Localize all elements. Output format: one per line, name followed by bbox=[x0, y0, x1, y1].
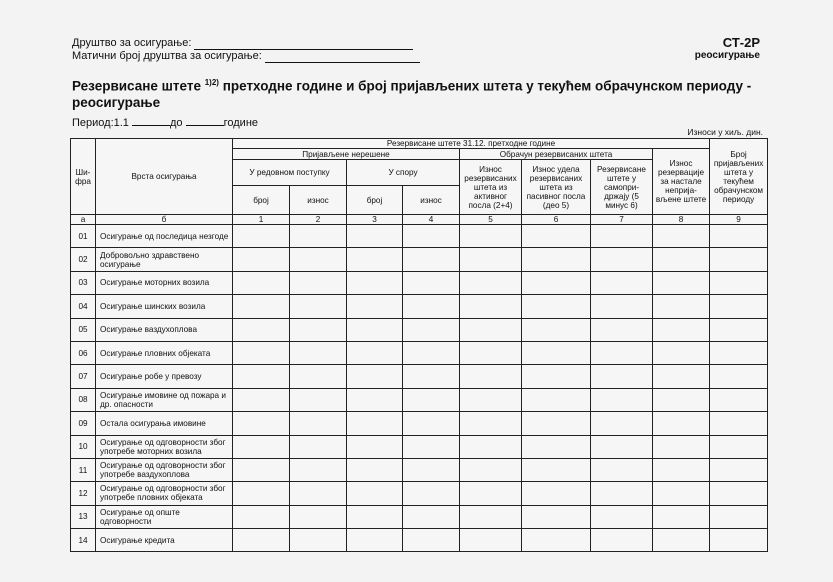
entry-cell[interactable] bbox=[591, 435, 653, 458]
entry-cell[interactable] bbox=[347, 295, 403, 318]
period-to-field[interactable] bbox=[186, 116, 224, 126]
entry-cell[interactable] bbox=[460, 458, 522, 481]
entry-cell[interactable] bbox=[591, 225, 653, 248]
entry-cell[interactable] bbox=[522, 295, 591, 318]
entry-cell[interactable] bbox=[710, 341, 768, 364]
row-code: 13 bbox=[71, 505, 96, 528]
period-from-field[interactable] bbox=[132, 116, 170, 126]
row-code: 01 bbox=[71, 225, 96, 248]
entry-cell[interactable] bbox=[290, 482, 347, 505]
header-group-calc: Обрачун резервисаних штета bbox=[460, 149, 653, 160]
company-label: Друштво за осигурање: bbox=[72, 37, 192, 49]
entry-cell[interactable] bbox=[710, 365, 768, 388]
entry-cell[interactable] bbox=[403, 271, 460, 294]
row-insurance-type: Осигурање од последица незгоде bbox=[96, 225, 233, 248]
table-row bbox=[71, 318, 768, 341]
entry-cell[interactable] bbox=[460, 225, 522, 248]
header-code: Ши- фра bbox=[71, 139, 96, 215]
company-info bbox=[72, 37, 420, 63]
header-count-1: број bbox=[233, 186, 290, 215]
row-code: 12 bbox=[71, 482, 96, 505]
entry-cell[interactable] bbox=[710, 248, 768, 271]
entry-cell[interactable] bbox=[460, 505, 522, 528]
entry-cell[interactable] bbox=[233, 505, 290, 528]
entry-cell[interactable] bbox=[403, 365, 460, 388]
entry-cell[interactable] bbox=[522, 318, 591, 341]
header-col8: Износ резервације за настале неприја-вљене штете bbox=[653, 149, 710, 215]
entry-cell[interactable] bbox=[591, 295, 653, 318]
entry-cell[interactable] bbox=[403, 529, 460, 552]
entry-cell[interactable] bbox=[347, 482, 403, 505]
entry-cell[interactable] bbox=[347, 365, 403, 388]
entry-cell[interactable] bbox=[522, 225, 591, 248]
entry-cell[interactable] bbox=[290, 458, 347, 481]
units-note: Износи у хиљ. дин. bbox=[687, 127, 763, 137]
entry-cell[interactable] bbox=[290, 435, 347, 458]
table-row bbox=[71, 435, 768, 458]
header-dispute: У спору bbox=[347, 160, 460, 186]
entry-cell[interactable] bbox=[403, 225, 460, 248]
row-insurance-type: Осигурање имовине од пожара и др. опасности bbox=[96, 388, 233, 411]
entry-cell[interactable] bbox=[653, 529, 710, 552]
row-insurance-type: Осигурање од одговорности због употребе пловних објеката bbox=[96, 482, 233, 505]
table-row bbox=[71, 412, 768, 435]
entry-cell[interactable] bbox=[710, 318, 768, 341]
row-code: 04 bbox=[71, 295, 96, 318]
entry-cell[interactable] bbox=[522, 248, 591, 271]
entry-cell[interactable] bbox=[233, 271, 290, 294]
entry-cell[interactable] bbox=[522, 412, 591, 435]
index-cell: а bbox=[71, 215, 96, 225]
entry-cell[interactable] bbox=[290, 505, 347, 528]
entry-cell[interactable] bbox=[591, 482, 653, 505]
row-code: 07 bbox=[71, 365, 96, 388]
claims-table bbox=[70, 138, 768, 552]
entry-cell[interactable] bbox=[347, 412, 403, 435]
entry-cell[interactable] bbox=[347, 318, 403, 341]
company-field[interactable] bbox=[194, 39, 413, 50]
entry-cell[interactable] bbox=[591, 318, 653, 341]
index-row bbox=[71, 215, 768, 225]
reg-label: Матични број друштва за осигурање: bbox=[72, 50, 262, 62]
row-insurance-type: Осигурање пловних објеката bbox=[96, 341, 233, 364]
row-insurance-type: Осигурање од одговорности због употребе ваздухоплова bbox=[96, 458, 233, 481]
entry-cell[interactable] bbox=[233, 529, 290, 552]
row-insurance-type: Осигурање од одговорности због употребе моторних возила bbox=[96, 435, 233, 458]
entry-cell[interactable] bbox=[233, 388, 290, 411]
header-type: Врста осигурања bbox=[96, 139, 233, 215]
entry-cell[interactable] bbox=[290, 295, 347, 318]
entry-cell[interactable] bbox=[710, 271, 768, 294]
entry-cell[interactable] bbox=[233, 435, 290, 458]
header-group-reported: Пријављене нерешене bbox=[233, 149, 460, 160]
entry-cell[interactable] bbox=[290, 225, 347, 248]
row-code: 05 bbox=[71, 318, 96, 341]
entry-cell[interactable] bbox=[290, 248, 347, 271]
form-code: СТ-2Р bbox=[722, 35, 760, 50]
entry-cell[interactable] bbox=[403, 458, 460, 481]
row-insurance-type: Осигурање од опште одговорности bbox=[96, 505, 233, 528]
entry-cell[interactable] bbox=[591, 458, 653, 481]
entry-cell[interactable] bbox=[347, 435, 403, 458]
entry-cell[interactable] bbox=[290, 318, 347, 341]
entry-cell[interactable] bbox=[403, 248, 460, 271]
row-insurance-type: Осигурање моторних возила bbox=[96, 271, 233, 294]
row-code: 10 bbox=[71, 435, 96, 458]
header-group-main: Резервисане штете 31.12. претходне године bbox=[233, 139, 710, 149]
entry-cell[interactable] bbox=[460, 412, 522, 435]
entry-cell[interactable] bbox=[522, 482, 591, 505]
row-insurance-type: Добровољно здравствено осигурање bbox=[96, 248, 233, 271]
entry-cell[interactable] bbox=[653, 271, 710, 294]
row-code: 02 bbox=[71, 248, 96, 271]
entry-cell[interactable] bbox=[403, 341, 460, 364]
entry-cell[interactable] bbox=[233, 482, 290, 505]
header-col6: Износ удела резервисаних штета из пасивног посла (део 5) bbox=[522, 160, 591, 215]
entry-cell[interactable] bbox=[347, 529, 403, 552]
header-amount-2: износ bbox=[403, 186, 460, 215]
entry-cell[interactable] bbox=[591, 505, 653, 528]
row-code: 11 bbox=[71, 458, 96, 481]
entry-cell[interactable] bbox=[522, 529, 591, 552]
row-insurance-type: Осигурање шинских возила bbox=[96, 295, 233, 318]
entry-cell[interactable] bbox=[522, 505, 591, 528]
form-subtitle: реосигурање bbox=[694, 50, 760, 61]
entry-cell[interactable] bbox=[347, 248, 403, 271]
entry-cell[interactable] bbox=[290, 388, 347, 411]
entry-cell[interactable] bbox=[522, 388, 591, 411]
index-cell: 1 bbox=[233, 215, 290, 225]
form-code-block bbox=[695, 35, 760, 61]
entry-cell[interactable] bbox=[710, 412, 768, 435]
entry-cell[interactable] bbox=[710, 529, 768, 552]
index-cell: 7 bbox=[591, 215, 653, 225]
entry-cell[interactable] bbox=[347, 388, 403, 411]
entry-cell[interactable] bbox=[460, 295, 522, 318]
entry-cell[interactable] bbox=[653, 505, 710, 528]
table-row bbox=[71, 295, 768, 318]
period-to-label: до bbox=[170, 117, 183, 129]
entry-cell[interactable] bbox=[710, 388, 768, 411]
period-label: Период:1.1 bbox=[72, 117, 129, 129]
entry-cell[interactable] bbox=[233, 318, 290, 341]
entry-cell[interactable] bbox=[460, 435, 522, 458]
entry-cell[interactable] bbox=[403, 412, 460, 435]
header-amount-1: износ bbox=[290, 186, 347, 215]
entry-cell[interactable] bbox=[347, 505, 403, 528]
index-cell: 5 bbox=[460, 215, 522, 225]
table-row bbox=[71, 365, 768, 388]
entry-cell[interactable] bbox=[460, 318, 522, 341]
page-title bbox=[72, 75, 762, 111]
entry-cell[interactable] bbox=[653, 365, 710, 388]
title-part1: Резервисане штете bbox=[72, 78, 205, 94]
entry-cell[interactable] bbox=[522, 341, 591, 364]
entry-cell[interactable] bbox=[403, 318, 460, 341]
table-row bbox=[71, 529, 768, 552]
row-code: 14 bbox=[71, 529, 96, 552]
entry-cell[interactable] bbox=[653, 248, 710, 271]
entry-cell[interactable] bbox=[347, 225, 403, 248]
entry-cell[interactable] bbox=[233, 412, 290, 435]
entry-cell[interactable] bbox=[653, 318, 710, 341]
table-row bbox=[71, 341, 768, 364]
entry-cell[interactable] bbox=[460, 388, 522, 411]
entry-cell[interactable] bbox=[710, 505, 768, 528]
entry-cell[interactable] bbox=[653, 482, 710, 505]
table-row bbox=[71, 248, 768, 271]
entry-cell[interactable] bbox=[290, 341, 347, 364]
entry-cell[interactable] bbox=[710, 482, 768, 505]
entry-cell[interactable] bbox=[403, 435, 460, 458]
index-cell: 9 bbox=[710, 215, 768, 225]
row-insurance-type: Осигурање ваздухоплова bbox=[96, 318, 233, 341]
entry-cell[interactable] bbox=[710, 225, 768, 248]
entry-cell[interactable] bbox=[233, 248, 290, 271]
row-insurance-type: Осигурање кредита bbox=[96, 529, 233, 552]
index-cell: 3 bbox=[347, 215, 403, 225]
table-row bbox=[71, 271, 768, 294]
row-code: 03 bbox=[71, 271, 96, 294]
table-row bbox=[71, 482, 768, 505]
period-year-label: године bbox=[223, 117, 259, 129]
row-code: 06 bbox=[71, 341, 96, 364]
entry-cell[interactable] bbox=[653, 458, 710, 481]
table-row bbox=[71, 458, 768, 481]
index-cell: 2 bbox=[290, 215, 347, 225]
entry-cell[interactable] bbox=[290, 365, 347, 388]
entry-cell[interactable] bbox=[591, 412, 653, 435]
row-code: 08 bbox=[71, 388, 96, 411]
header-col7: Резервисане штете у самопри-држају (5 минус 6) bbox=[591, 160, 653, 215]
entry-cell[interactable] bbox=[591, 365, 653, 388]
entry-cell[interactable] bbox=[710, 295, 768, 318]
entry-cell[interactable] bbox=[653, 225, 710, 248]
reg-field[interactable] bbox=[265, 52, 420, 63]
period-line bbox=[72, 116, 258, 129]
entry-cell[interactable] bbox=[403, 505, 460, 528]
entry-cell[interactable] bbox=[591, 388, 653, 411]
entry-cell[interactable] bbox=[233, 458, 290, 481]
header-count-2: број bbox=[347, 186, 403, 215]
entry-cell[interactable] bbox=[591, 271, 653, 294]
entry-cell[interactable] bbox=[233, 365, 290, 388]
entry-cell[interactable] bbox=[290, 412, 347, 435]
entry-cell[interactable] bbox=[710, 435, 768, 458]
entry-cell[interactable] bbox=[233, 225, 290, 248]
row-insurance-type: Остала осигурања имовине bbox=[96, 412, 233, 435]
index-cell: 4 bbox=[403, 215, 460, 225]
header-col5: Износ резервисаних штета из активног посла (2+4) bbox=[460, 160, 522, 215]
entry-cell[interactable] bbox=[653, 341, 710, 364]
index-cell: 8 bbox=[653, 215, 710, 225]
entry-cell[interactable] bbox=[290, 271, 347, 294]
index-cell: б bbox=[96, 215, 233, 225]
entry-cell[interactable] bbox=[653, 388, 710, 411]
entry-cell[interactable] bbox=[233, 295, 290, 318]
title-part2: претходне године и број пријављених штета у текућем обрачунском периоду - реосигурање bbox=[72, 78, 752, 110]
entry-cell[interactable] bbox=[403, 388, 460, 411]
entry-cell[interactable] bbox=[653, 412, 710, 435]
entry-cell[interactable] bbox=[591, 529, 653, 552]
entry-cell[interactable] bbox=[653, 295, 710, 318]
index-cell: 6 bbox=[522, 215, 591, 225]
entry-cell[interactable] bbox=[233, 341, 290, 364]
title-footnote: 1)2) bbox=[204, 78, 219, 87]
entry-cell[interactable] bbox=[591, 248, 653, 271]
row-insurance-type: Осигурање робе у превозу bbox=[96, 365, 233, 388]
entry-cell[interactable] bbox=[347, 458, 403, 481]
row-code: 09 bbox=[71, 412, 96, 435]
header-col9: Број пријављених штета у текућем обрачунском периоду bbox=[710, 139, 768, 215]
table-row bbox=[71, 505, 768, 528]
entry-cell[interactable] bbox=[403, 295, 460, 318]
entry-cell[interactable] bbox=[591, 341, 653, 364]
entry-cell[interactable] bbox=[347, 341, 403, 364]
entry-cell[interactable] bbox=[290, 529, 347, 552]
entry-cell[interactable] bbox=[460, 529, 522, 552]
header-regular: У редовном поступку bbox=[233, 160, 347, 186]
entry-cell[interactable] bbox=[522, 458, 591, 481]
entry-cell[interactable] bbox=[460, 365, 522, 388]
entry-cell[interactable] bbox=[710, 458, 768, 481]
entry-cell[interactable] bbox=[460, 482, 522, 505]
entry-cell[interactable] bbox=[522, 271, 591, 294]
table-row bbox=[71, 225, 768, 248]
entry-cell[interactable] bbox=[403, 482, 460, 505]
entry-cell[interactable] bbox=[522, 435, 591, 458]
entry-cell[interactable] bbox=[347, 271, 403, 294]
entry-cell[interactable] bbox=[460, 271, 522, 294]
entry-cell[interactable] bbox=[653, 435, 710, 458]
table-body bbox=[71, 225, 768, 552]
entry-cell[interactable] bbox=[460, 341, 522, 364]
table-row bbox=[71, 388, 768, 411]
entry-cell[interactable] bbox=[460, 248, 522, 271]
entry-cell[interactable] bbox=[522, 365, 591, 388]
